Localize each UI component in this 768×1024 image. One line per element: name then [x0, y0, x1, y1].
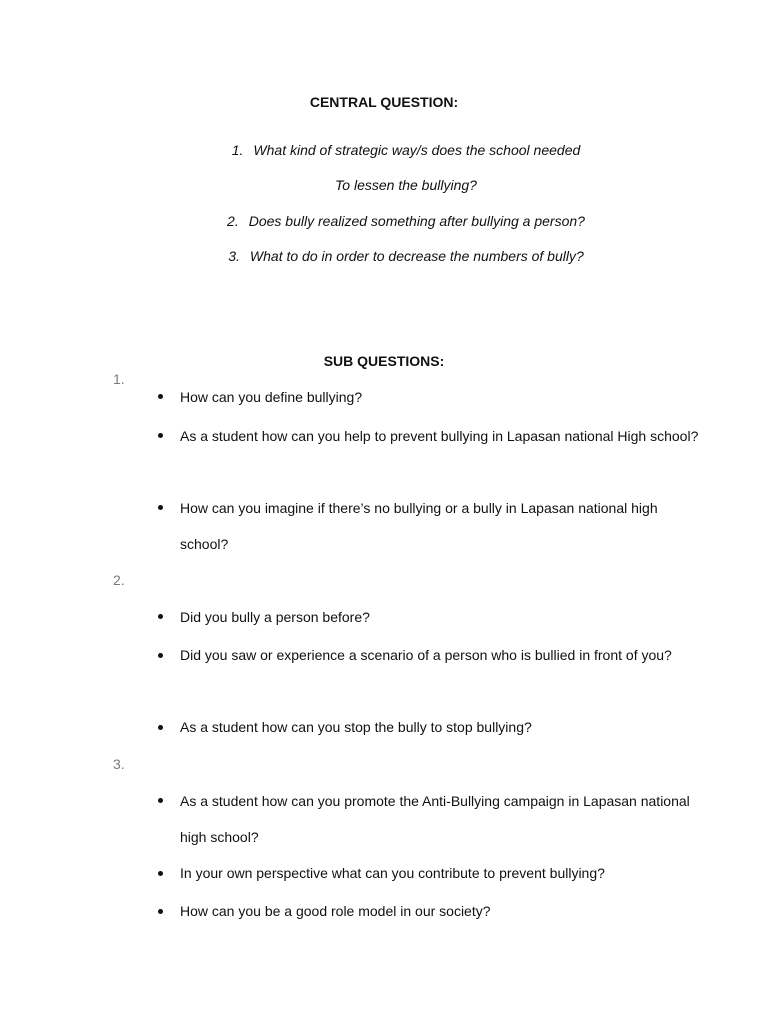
- sub-group-number: 1.: [113, 371, 125, 387]
- sub-question-item: Did you saw or experience a scenario of a person who is bullied in front of you?: [180, 647, 672, 663]
- central-question-text: To lessen the bullying?: [335, 177, 477, 193]
- central-question-number: 2.: [227, 213, 239, 229]
- central-question-text: Does bully realized something after bullying a person?: [248, 213, 585, 229]
- central-question-heading: CENTRAL QUESTION:: [309, 94, 459, 110]
- central-question-number: 3.: [228, 248, 240, 264]
- central-question-2: [0, 213, 768, 229]
- bullet-icon: [158, 505, 163, 510]
- central-question-3: [0, 248, 768, 264]
- sub-question-item: As a student how can you stop the bully to stop bullying?: [180, 719, 532, 735]
- bullet-icon: [158, 653, 163, 658]
- sub-group-number: 2.: [113, 572, 125, 588]
- central-question-text: What to do in order to decrease the numbers of bully?: [249, 248, 584, 264]
- bullet-icon: [158, 798, 163, 803]
- sub-question-item: How can you imagine if there’s no bullying or a bully in Lapasan national high school?: [180, 500, 658, 552]
- bullet-icon: [158, 614, 163, 619]
- sub-questions-heading: SUB QUESTIONS:: [323, 353, 445, 369]
- central-question-number: 1.: [231, 142, 244, 158]
- sub-question-item: How can you be a good role model in our society?: [180, 903, 491, 919]
- bullet-icon: [158, 725, 163, 730]
- bullet-icon: [158, 394, 163, 399]
- central-question-text: What kind of strategic way/s does the school needed: [253, 142, 581, 158]
- sub-question-item: In your own perspective what can you contribute to prevent bullying?: [180, 865, 605, 881]
- sub-question-item: How can you define bullying?: [180, 389, 363, 405]
- sub-question-item: As a student how can you promote the Anti-Bullying campaign in Lapasan national high school?: [180, 793, 690, 845]
- bullet-icon: [158, 909, 163, 914]
- central-question-1: [0, 142, 768, 158]
- sub-group-number: 3.: [113, 756, 125, 772]
- sub-question-item: Did you bully a person before?: [180, 609, 370, 625]
- central-question-1-continued: [0, 177, 768, 193]
- bullet-icon: [158, 871, 163, 876]
- sub-question-item: As a student how can you help to prevent bullying in Lapasan national High school?: [180, 428, 699, 444]
- bullet-icon: [158, 433, 163, 438]
